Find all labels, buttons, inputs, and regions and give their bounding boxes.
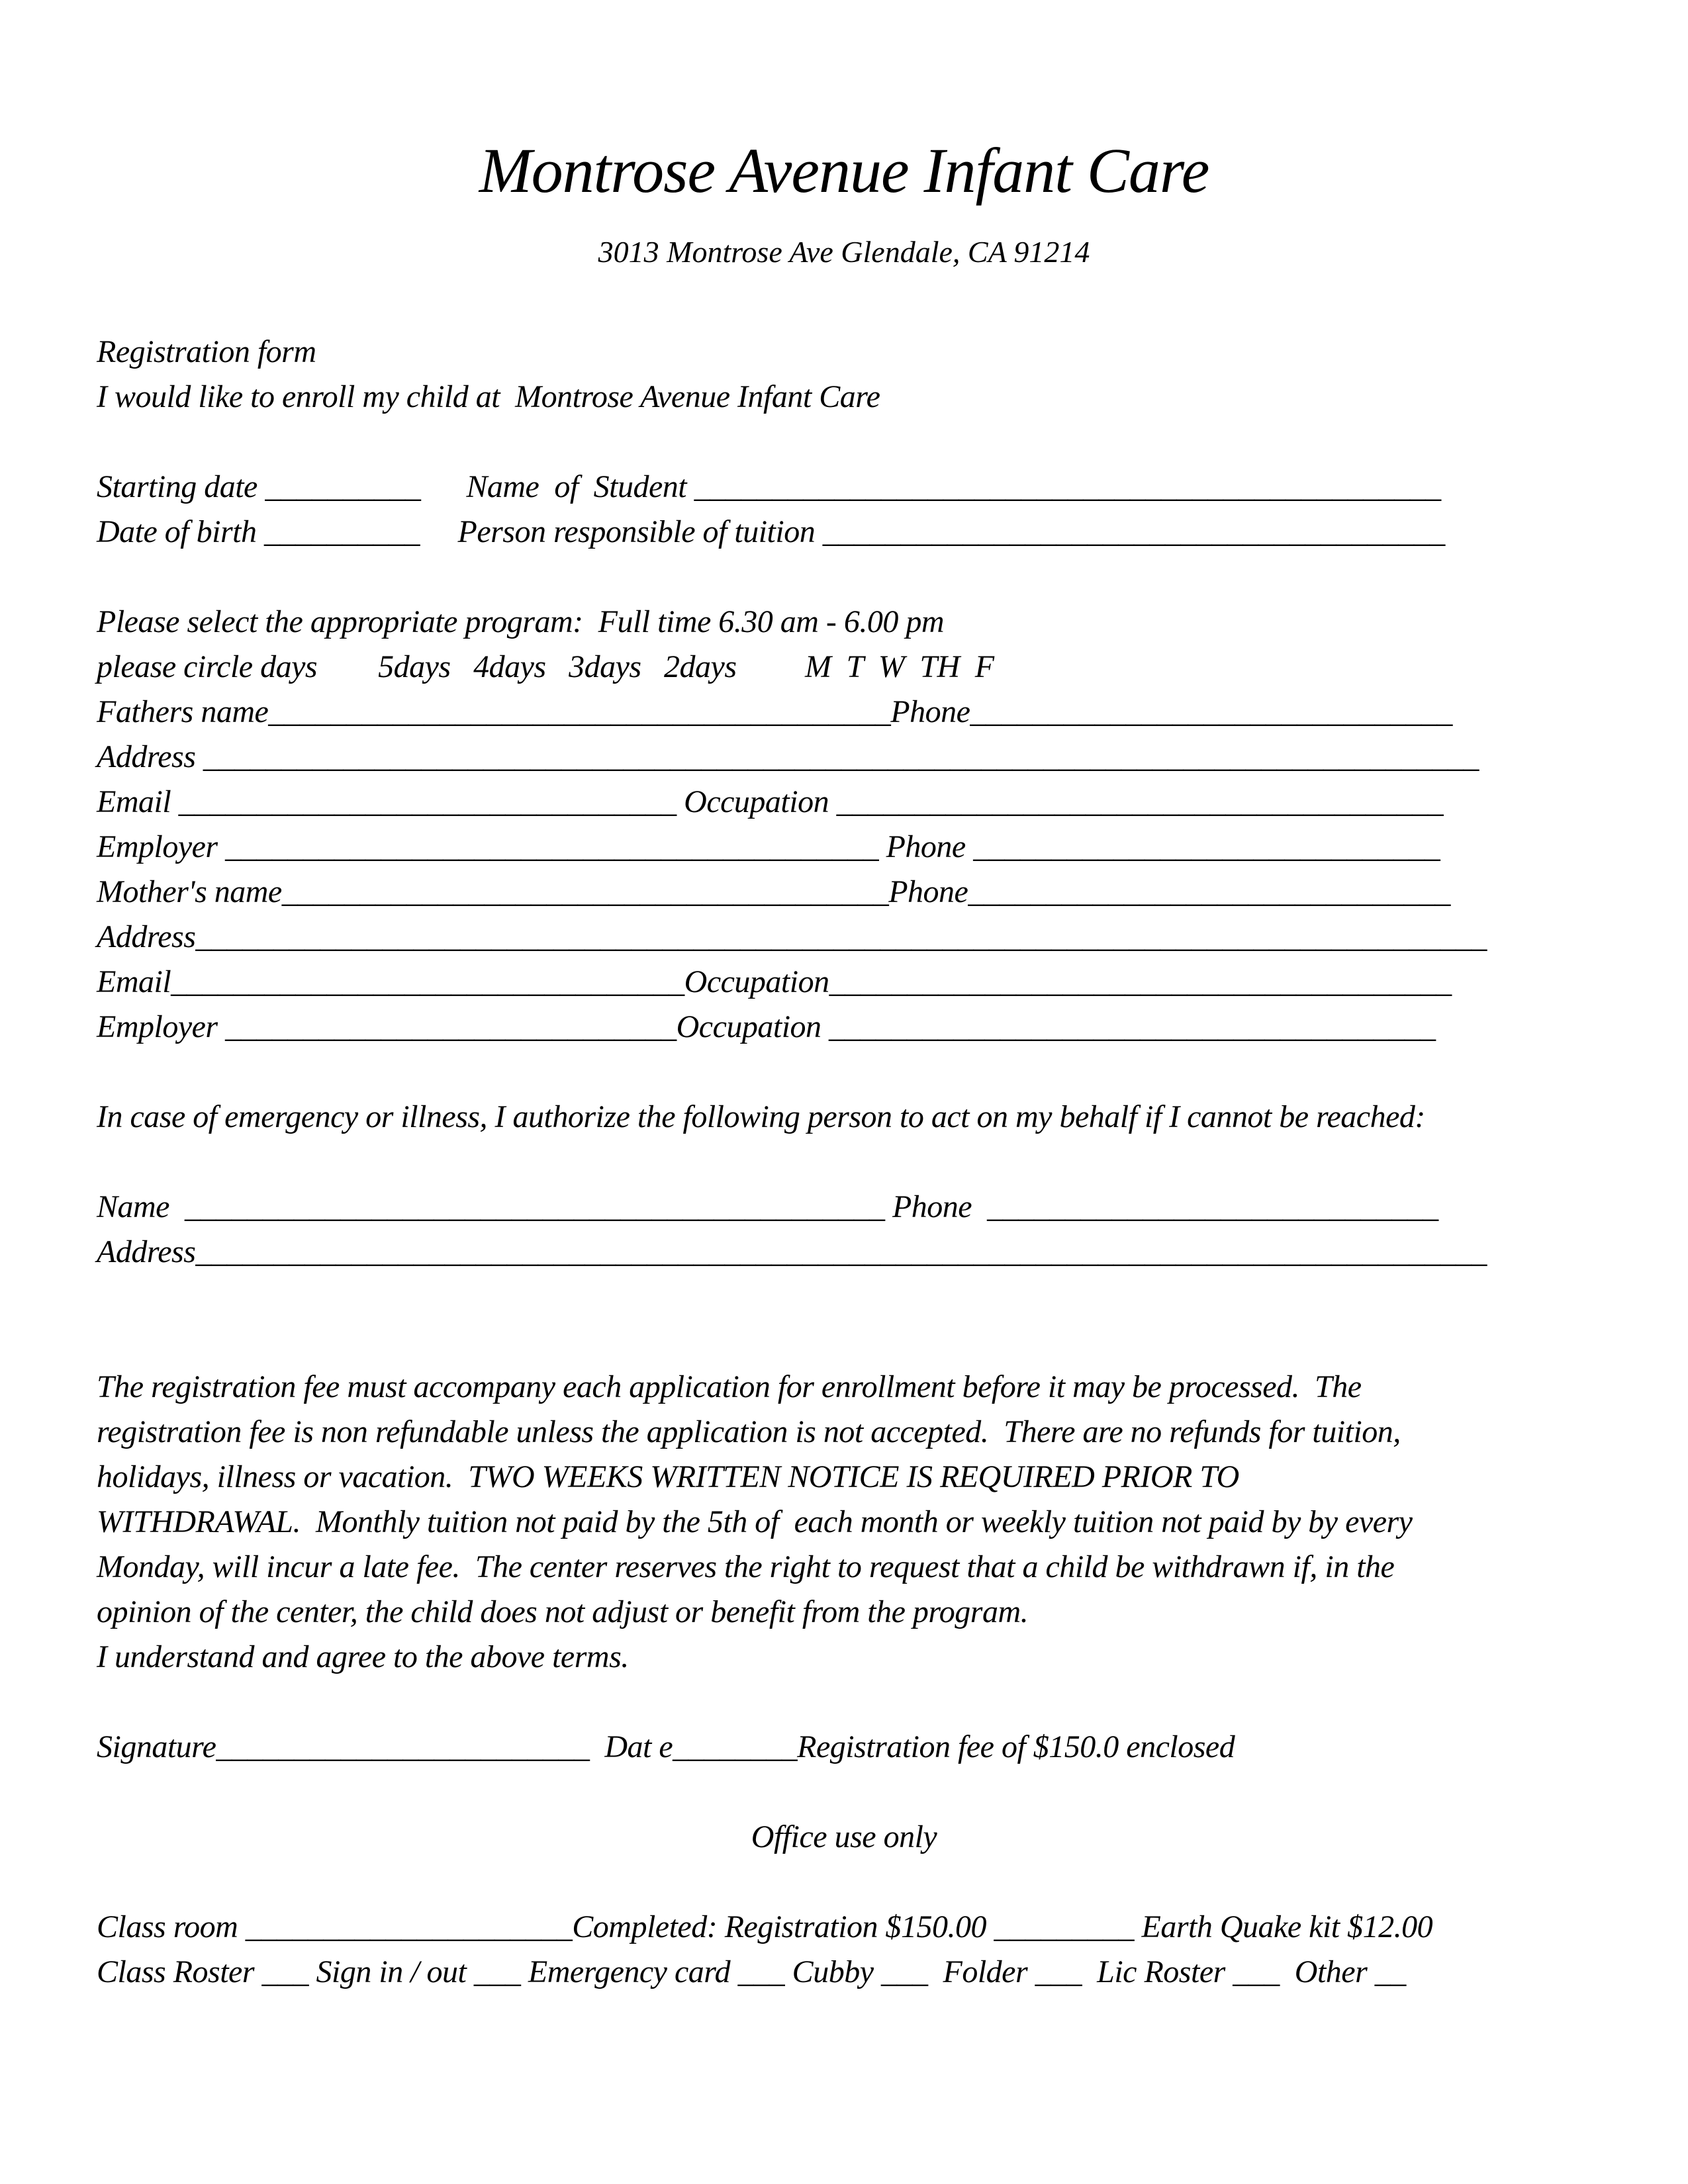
terms-paragraph-line: WITHDRAWAL. Monthly tuition not paid by the 5th of each month or weekly tuition not paid by by every (97, 1504, 1413, 1539)
spacer (97, 1770, 1591, 1815)
intro-enroll-statement: I would like to enroll my child at Montrose Avenue Infant Care (97, 379, 880, 414)
intro-registration-form-label: Registration form (97, 334, 316, 369)
spacer (97, 555, 1591, 600)
terms-paragraph-line: holidays, illness or vacation. TWO WEEKS WRITTEN NOTICE IS REQUIRED PRIOR TO (97, 1459, 1239, 1494)
spacer (97, 420, 1591, 465)
mother-employer-occupation-line: Employer _____________________________Occupation _______________________________________ (97, 1009, 1436, 1044)
emergency-authorization-heading: In case of emergency or illness, I authorize the following person to act on my behalf if I cannot be reached: (97, 1099, 1425, 1134)
center-address: 3013 Montrose Ave Glendale, CA 91214 (598, 234, 1090, 269)
terms-paragraph-line: Monday, will incur a late fee. The center reserves the right to request that a child be withdrawn if, in the (97, 1549, 1395, 1584)
spacer (97, 1140, 1591, 1185)
office-checklist-line: Class Roster ___ Sign in / out ___ Emergency card ___ Cubby ___ Folder ___ Lic Roster ___ Other __ (97, 1954, 1406, 1989)
terms-paragraph-line: The registration fee must accompany each application for enrollment before it may be processed. The (97, 1369, 1362, 1404)
program-circle-days-line: please circle days 5days 4days 3days 2days M T W TH F (97, 649, 994, 684)
page-title: Montrose Avenue Infant Care (479, 135, 1209, 206)
spacer (97, 1050, 1591, 1095)
student-starting-date-line: Starting date __________ Name of Student ________________________________________________ (97, 469, 1441, 504)
spacer (97, 1275, 1591, 1365)
mother-email-occupation-line: Email_________________________________Occupation________________________________________ (97, 964, 1452, 999)
spacer (97, 1680, 1591, 1725)
office-use-heading: Office use only (751, 1819, 937, 1854)
form-body (0, 330, 1688, 1995)
signature-date-fee-line: Signature________________________ Dat e________Registration fee of $150.0 enclosed (97, 1729, 1235, 1764)
mother-name-phone-line: Mother's name_______________________________________Phone_______________________________ (97, 874, 1450, 909)
father-employer-phone-line: Employer __________________________________________ Phone ______________________________ (97, 829, 1440, 864)
program-select-line: Please select the appropriate program: Full time 6.30 am - 6.00 pm (97, 604, 945, 639)
emergency-name-phone-line: Name _____________________________________________ Phone _____________________________ (97, 1189, 1438, 1224)
office-classroom-completed-line: Class room _____________________Completed: Registration $150.00 _________ Earth Quake kit $12.00 (97, 1909, 1433, 1944)
father-address-line: Address __________________________________________________________________________________ (97, 739, 1479, 774)
father-name-phone-line: Fathers name________________________________________Phone_______________________________ (97, 694, 1452, 729)
terms-agree-line: I understand and agree to the above terms. (97, 1639, 629, 1674)
spacer (97, 1860, 1591, 1905)
father-email-occupation-line: Email ________________________________ Occupation _______________________________________ (97, 784, 1444, 819)
student-dob-tuition-line: Date of birth __________ Person responsible of tuition ________________________________________ (97, 514, 1445, 549)
terms-paragraph-line: registration fee is non refundable unless the application is not accepted. There are no refunds for tuition, (97, 1414, 1401, 1449)
emergency-address-line: Address___________________________________________________________________________________ (97, 1234, 1487, 1269)
terms-paragraph-line: opinion of the center, the child does not adjust or benefit from the program. (97, 1594, 1029, 1629)
mother-address-line: Address___________________________________________________________________________________ (97, 919, 1487, 954)
